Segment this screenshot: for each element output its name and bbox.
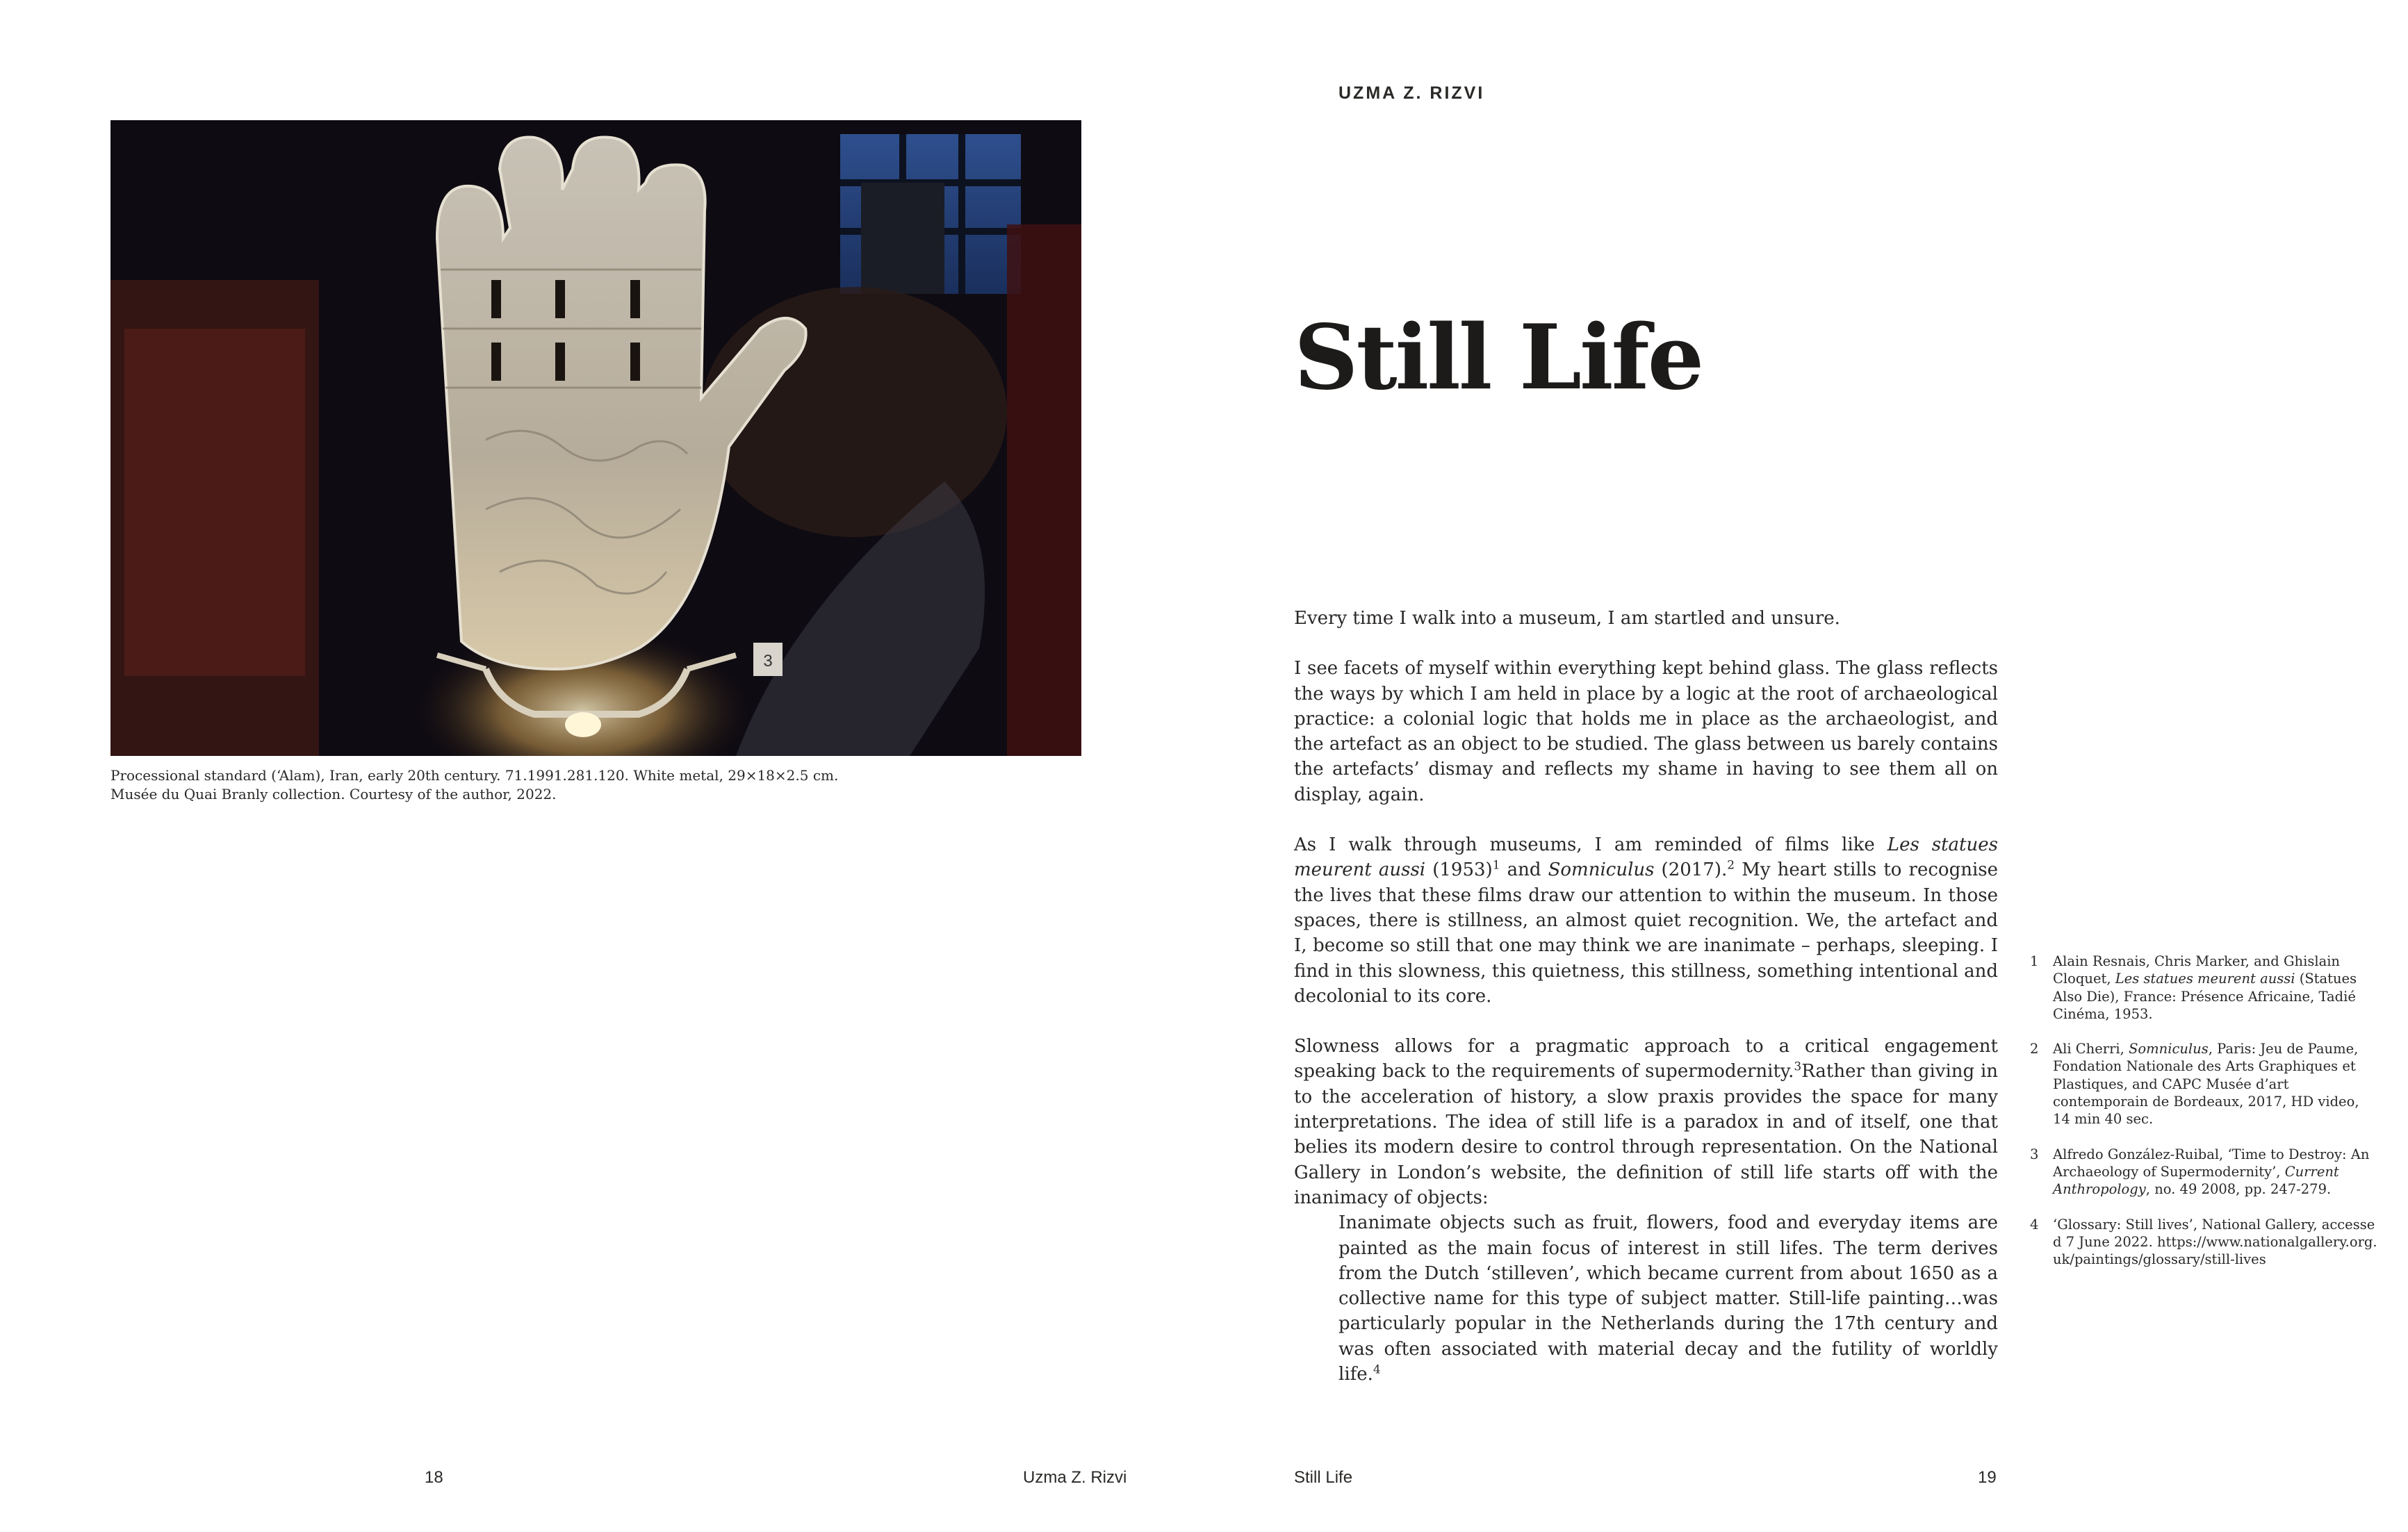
alam-photograph bbox=[110, 120, 1081, 756]
block-quote bbox=[1338, 1210, 1998, 1387]
footnotes bbox=[2030, 953, 2377, 1285]
folio-right-title: Still Life bbox=[1294, 1468, 1353, 1487]
p3-text-c: and bbox=[1500, 859, 1548, 881]
footnote-italic: Somniculus bbox=[2129, 1041, 2209, 1057]
folio-right-number: 19 bbox=[1978, 1468, 1997, 1487]
photo-label-3: 3 bbox=[763, 652, 773, 670]
paragraph-1: Every time I walk into a museum, I am startled and unsure. bbox=[1294, 608, 1840, 629]
paragraph-2: I see facets of myself within everything kept behind glass. The glass reflects the ways by which I am held in place by a logic at the root of archaeological practice: a colonial logic that holds me in place as the archaeologist, and the artefact as an object to be studied. The glass between us barely contains the artefacts’ dismay and reflects my shame in having to see them all on display, again. bbox=[1294, 658, 1998, 805]
footnote-text: , no. 49 2008, pp. 247-279. bbox=[2145, 1181, 2332, 1198]
footnote-number: 3 bbox=[2030, 1146, 2039, 1162]
p3-text-a: As I walk through museums, I am reminded of films like bbox=[1294, 834, 1887, 856]
p4-text-b: Rather than giving in to the acceleration of history, a slow praxis provides the space for many interpretations. The idea of still life is a paradox in and of itself, one that belies its modern desire to control through representation. On the National Gallery in London’s website, the definition of still life starts off with the inanimacy of objects: bbox=[1294, 1061, 1999, 1208]
footnote-italic: Les statues meurent aussi bbox=[2115, 971, 2295, 987]
hand-standard-image bbox=[110, 120, 1081, 756]
footnote-number: 4 bbox=[2030, 1216, 2039, 1233]
film-title-1: Les statues meurent aussi bbox=[1294, 834, 1998, 881]
footnote-3 bbox=[2030, 1146, 2377, 1199]
footnote-1 bbox=[2030, 953, 2377, 1023]
p3-text-d: (2017). bbox=[1654, 859, 1728, 881]
quote-text: Inanimate objects such as fruit, flowers, food and everyday items are painted as the main focus of interest in still lifes. The term derives from the Dutch ‘stilleven’, which became current from about 1650 as a collective name for this type of subject matter. Still-life painting…was particularly popular in the Netherlands during the 17th century and was often associated with material decay and the futility of worldly life. bbox=[1338, 1212, 1998, 1385]
body-text bbox=[1294, 606, 1998, 1387]
footnote-ref-3[interactable]: 3 bbox=[1794, 1060, 1802, 1074]
footnote-text: Alain Resnais, Chris Marker, and Ghislain Cloquet, bbox=[2053, 953, 2340, 987]
footnote-4 bbox=[2030, 1216, 2377, 1269]
footnote-2 bbox=[2030, 1040, 2377, 1128]
p4-text-a: Slowness allows for a pragmatic approach to a critical engagement speaking back to the requirements of supermodernity. bbox=[1294, 1036, 1998, 1082]
paragraph-3 bbox=[1294, 832, 1998, 1009]
film-title-2: Somniculus bbox=[1548, 859, 1655, 881]
folio-left-number: 18 bbox=[425, 1468, 443, 1487]
footnote-ref-4[interactable]: 4 bbox=[1373, 1362, 1381, 1377]
caption-line-1: Processional standard (‘Alam), Iran, early 20th century. 71.1991.281.120. White metal, 29×18×2.5 cm. bbox=[110, 767, 839, 784]
folio-left-author: Uzma Z. Rizvi bbox=[1023, 1468, 1127, 1487]
footnote-ref-2[interactable]: 2 bbox=[1727, 858, 1735, 873]
footnote-text: (Statues Also Die), France: Présence Africaine, Tadié Cinéma, 1953. bbox=[2053, 971, 2357, 1022]
footnote-text: Ali Cherri, bbox=[2053, 1041, 2129, 1057]
photo-caption bbox=[110, 766, 1081, 804]
footnote-number: 1 bbox=[2030, 953, 2039, 969]
footnote-italic: Current Anthropology bbox=[2053, 1163, 2339, 1198]
footnote-ref-1[interactable]: 1 bbox=[1492, 858, 1500, 873]
paragraph-4 bbox=[1294, 1034, 1998, 1210]
footnote-text[interactable]: ‘Glossary: Still lives’, National Gallery, accessed 7 June 2022. https://www.nationalgallery.org.uk/paintings/glossary/still-lives bbox=[2053, 1216, 2377, 1268]
p3-text-b: (1953) bbox=[1425, 859, 1493, 881]
footnote-number: 2 bbox=[2030, 1041, 2039, 1057]
caption-line-2: Musée du Quai Branly collection. Courtesy of the author, 2022. bbox=[110, 786, 557, 802]
article-title: Still Life bbox=[1294, 306, 1703, 410]
running-head-author: UZMA Z. RIZVI bbox=[1338, 83, 1485, 103]
footnote-text: , Paris: Jeu de Paume, Fondation Nationale des Arts Graphiques et Plastiques, and CAPC Musée d’art contemporain de Bordeaux, 2017, HD video, 14 min 40 sec. bbox=[2053, 1041, 2359, 1128]
footnote-text: Alfredo González-Ruibal, ‘Time to Destroy: An Archaeology of Supermodernity’, bbox=[2053, 1146, 2370, 1180]
p3-text-e: My heart stills to recognise the lives that these films draw our attention to within the museum. In those spaces, there is stillness, an almost quiet recognition. We, the artefact and I, become so still that one may think we are inanimate – perhaps, sleeping. I find in this slowness, this quietness, this stillness, something intentional and decolonial to its core. bbox=[1294, 859, 1998, 1007]
